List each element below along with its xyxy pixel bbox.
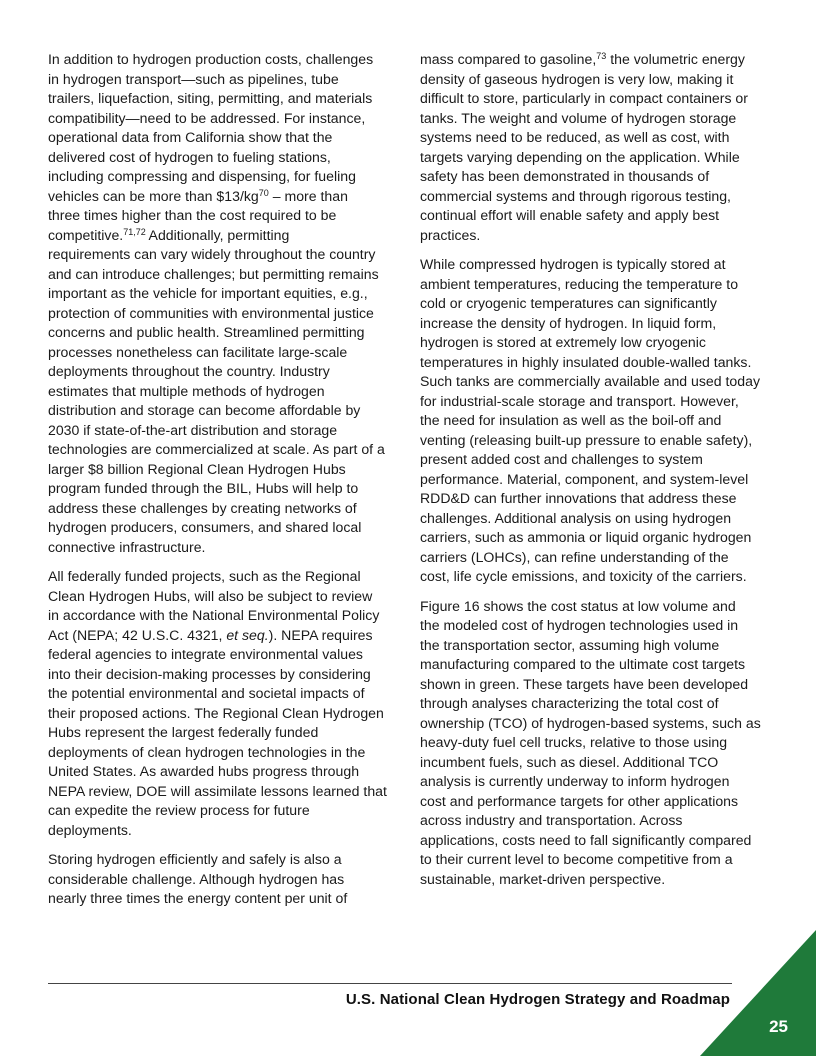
text-line: Clean Hydrogen Hubs, will also be subject to review: [48, 587, 373, 604]
text-line: continual effort will enable safety and apply best: [420, 207, 720, 223]
paragraph-storage-intro: [48, 850, 400, 909]
text-line: temperatures in highly insulated double-walled tanks.: [420, 353, 752, 370]
text-line: operational data from California show that the: [48, 129, 333, 145]
text-line: three times higher than the cost required to be: [48, 207, 337, 223]
text-line: hydrogen is stored at extremely low cryogenic: [420, 334, 706, 350]
text-fragment: mass compared to gasoline,: [420, 51, 597, 67]
text-line: the potential environmental and societal impacts of: [48, 685, 365, 701]
text-line: deployments.: [48, 821, 132, 838]
text-line: United States. As awarded hubs progress through: [48, 763, 360, 779]
text-line: and can introduce challenges; but permitting remains: [48, 265, 379, 282]
text-line: across industry and transportation. Across: [420, 812, 683, 828]
text-line: deployments throughout the country. Industry: [48, 363, 330, 379]
text-fragment: vehicles can be more than $13/kg: [48, 187, 259, 204]
text-line: NEPA review, DOE will assimilate lessons learned that: [48, 782, 387, 799]
text-line: nearly three times the energy content per unit of: [48, 890, 348, 906]
paragraph-figure-16: [420, 597, 772, 890]
text-line: RDD&D can further innovations that address these: [420, 490, 737, 506]
text-line: challenges. Additional analysis on using hydrogen: [420, 509, 732, 526]
text-line: concerns and public health. Streamlined permitting: [48, 324, 365, 340]
text-line: sustainable, market-driven perspective.: [420, 870, 666, 887]
footer-divider: [48, 983, 732, 984]
text-line: practices.: [420, 226, 481, 243]
text-line: [420, 50, 772, 70]
footnote-ref-71-72[interactable]: 71,72: [123, 226, 146, 237]
text-fragment: Act (NEPA; 42 U.S.C. 4321,: [48, 626, 227, 643]
text-line: carriers, such as ammonia or liquid organic hydrogen: [420, 529, 752, 545]
text-line: into their decision-making processes by considering: [48, 665, 371, 682]
text-line: While compressed hydrogen is typically stored at: [420, 256, 726, 272]
text-fragment: Additionally, permitting: [145, 226, 290, 243]
text-line: for industrial-scale storage and transport. However,: [420, 392, 739, 409]
text-line: delivered cost of hydrogen to fueling stations,: [48, 148, 331, 165]
text-line: the need for insulation as well as the boil-off and: [420, 412, 722, 428]
text-line: safety has been demonstrated in thousands of: [420, 168, 710, 184]
text-line: cold or cryogenic temperatures can significantly: [420, 295, 717, 311]
text-line: targets varying depending on the application. While: [420, 148, 740, 165]
italic-et-seq: et seq.: [226, 626, 269, 643]
text-line: [48, 187, 400, 207]
text-line: the modeled cost of hydrogen technologies used in: [420, 617, 739, 633]
text-line: important as the vehicle for important equities, e.g.,: [48, 285, 368, 301]
paragraph-compressed-liquid: [420, 255, 772, 587]
text-line: In addition to hydrogen production costs, challenges: [48, 51, 374, 67]
text-line: program funded through the BIL, Hubs will help to: [48, 480, 359, 496]
text-line: the transportation sector, assuming high volume: [420, 636, 720, 653]
text-line: ownership (TCO) of hydrogen-based systems, such as: [420, 714, 761, 731]
text-fragment: ). NEPA requires: [268, 626, 373, 643]
text-line: hydrogen producers, consumers, and shared local: [48, 519, 362, 535]
text-line: systems need to be reduced, as well as cost, with: [420, 129, 730, 145]
text-line: larger $8 billion Regional Clean Hydrogen Hubs: [48, 460, 346, 477]
text-line: to their current level to become competitive from a: [420, 851, 733, 867]
text-line: considerable challenge. Although hydrogen has: [48, 870, 345, 887]
text-line: Such tanks are commercially available and used today: [420, 373, 760, 389]
right-column: [420, 50, 772, 899]
text-line: processes nonetheless can facilitate large-scale: [48, 343, 348, 360]
text-line: Hubs represent the largest federally funded: [48, 724, 319, 740]
text-line: 2030 if state-of-the-art distribution and storage: [48, 421, 338, 438]
text-line: their proposed actions. The Regional Clean Hydrogen: [48, 704, 384, 721]
text-line: present added cost and challenges to system: [420, 451, 703, 467]
text-line: analysis is currently underway to inform hydrogen: [420, 773, 730, 789]
text-line: through analyses characterizing the total cost of: [420, 695, 719, 711]
text-line: difficult to store, particularly in compact containers or: [420, 90, 748, 106]
text-line: density of gaseous hydrogen is very low, making it: [420, 70, 734, 87]
page-number: 25: [769, 1017, 788, 1036]
text-line: address these challenges by creating networks of: [48, 499, 357, 516]
footnote-ref-73[interactable]: 73: [596, 51, 607, 61]
text-line: requirements can vary widely throughout the country: [48, 246, 376, 262]
text-line: estimates that multiple methods of hydrogen: [48, 382, 325, 399]
text-line: protection of communities with environmental justice: [48, 304, 374, 321]
text-line: federal agencies to integrate environmental values: [48, 646, 363, 662]
text-line: tanks. The weight and volume of hydrogen storage: [420, 109, 737, 126]
paragraph-storage-continued: [420, 50, 772, 245]
corner-triangle-decoration: [700, 930, 816, 1056]
paragraph-hydrogen-transport: [48, 50, 400, 557]
text-line: trailers, liquefaction, siting, permitting, and materials: [48, 90, 373, 106]
text-line: connective infrastructure.: [48, 538, 206, 555]
text-line: Storing hydrogen efficiently and safely is also a: [48, 851, 342, 867]
text-line: cost and performance targets for other applications: [420, 792, 739, 809]
text-line: [48, 626, 400, 646]
text-line: increase the density of hydrogen. In liquid form,: [420, 314, 717, 331]
text-line: in accordance with the National Environmental Policy: [48, 607, 380, 623]
footnote-ref-70[interactable]: 70: [258, 187, 269, 198]
text-line: All federally funded projects, such as the Regional: [48, 568, 361, 584]
text-line: applications, costs need to fall significantly compared: [420, 831, 752, 848]
text-line: Figure 16 shows the cost status at low volume and: [420, 597, 736, 614]
text-line: performance. Material, component, and system-level: [420, 470, 749, 487]
text-line: carriers (LOHCs), can refine understanding of the: [420, 548, 729, 565]
text-line: in hydrogen transport—such as pipelines, tube: [48, 70, 339, 87]
paragraph-nepa: [48, 567, 400, 840]
text-line: manufacturing compared to the ultimate cost targets: [420, 656, 746, 672]
text-fragment: the volumetric energy: [606, 51, 745, 67]
text-line: technologies are commercialized at scale. As part of a: [48, 441, 385, 457]
text-line: commercial systems and through rigorous testing,: [420, 187, 731, 204]
text-line: can expedite the review process for future: [48, 802, 310, 818]
text-line: deployments of clean hydrogen technologies in the: [48, 743, 366, 760]
footer-document-title: U.S. National Clean Hydrogen Strategy and Roadmap: [345, 991, 730, 1008]
text-line: shown in green. These targets have been developed: [420, 675, 749, 692]
text-line: ambient temperatures, reducing the temperature to: [420, 275, 739, 292]
text-line: cost, life cycle emissions, and toxicity of the carriers.: [420, 568, 747, 584]
text-line: venting (releasing built-up pressure to enable safety),: [420, 431, 753, 448]
corner-triangle-shape: [700, 930, 816, 1056]
text-line: including compressing and dispensing, for fueling: [48, 168, 356, 184]
left-column: [48, 50, 400, 919]
text-line: heavy-duty fuel cell trucks, relative to those using: [420, 734, 728, 750]
text-fragment: competitive.: [48, 226, 124, 243]
text-line: compatibility—need to be addressed. For instance,: [48, 109, 366, 126]
text-line: incumbent fuels, such as diesel. Additional TCO: [420, 753, 719, 770]
text-fragment: – more than: [268, 187, 348, 204]
text-line: distribution and storage can become affordable by: [48, 402, 361, 418]
text-line: [48, 226, 400, 246]
